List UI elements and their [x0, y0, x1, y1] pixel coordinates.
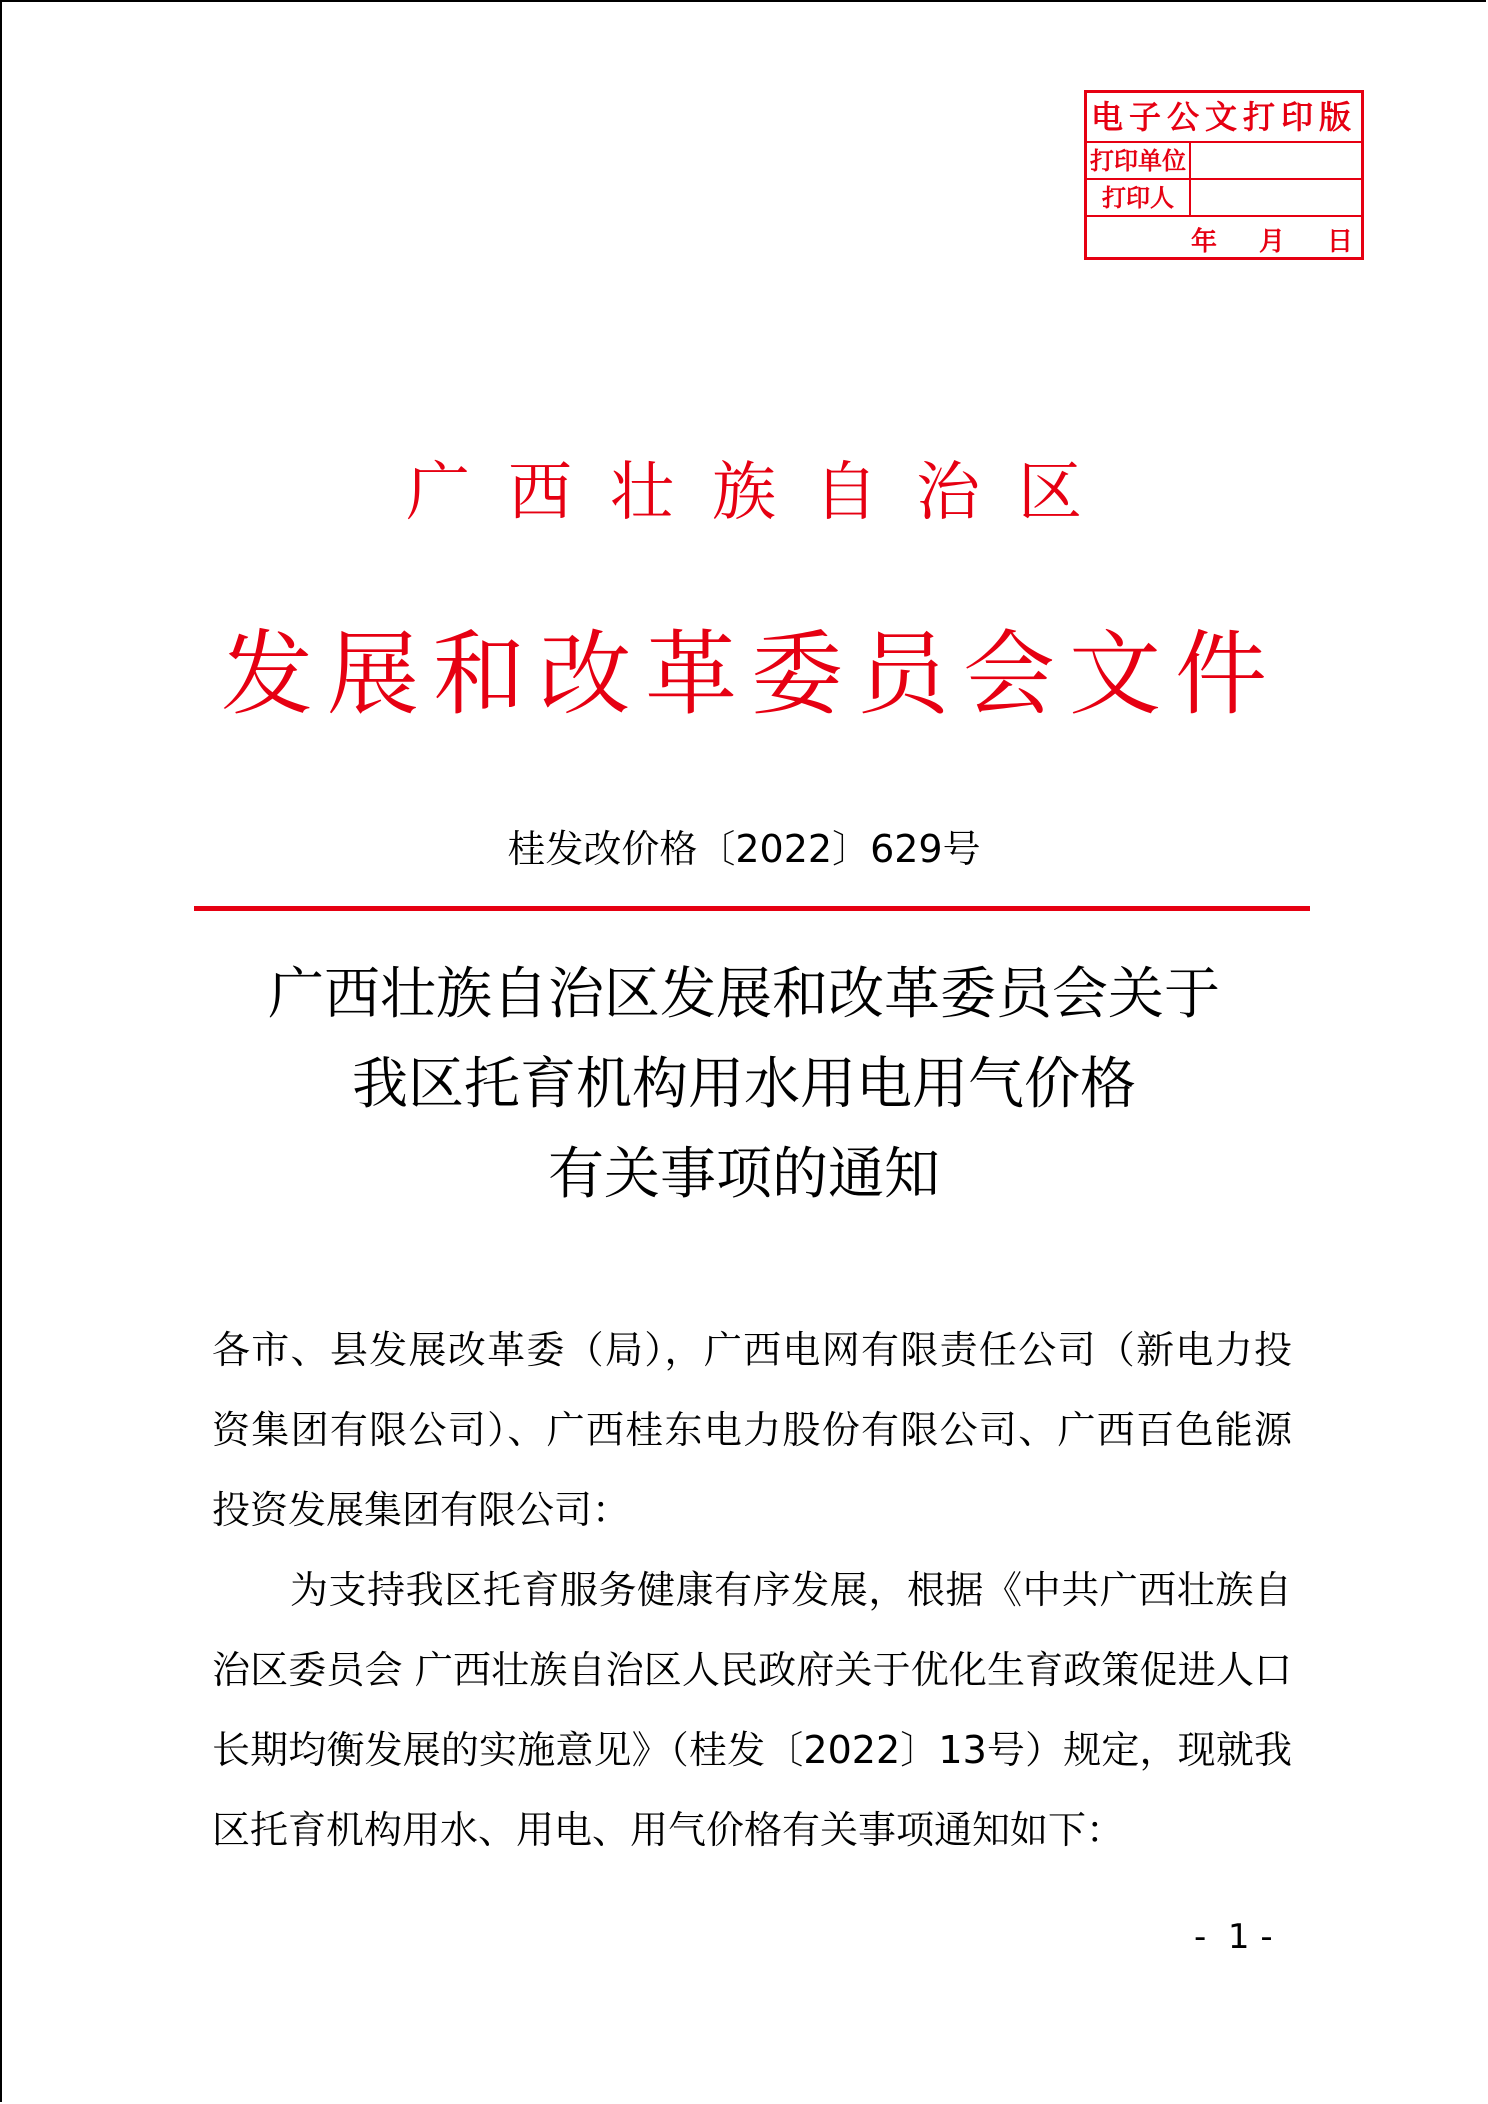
print-stamp	[1084, 90, 1364, 260]
stamp-person-row	[1087, 180, 1361, 217]
stamp-date	[1087, 217, 1361, 261]
stamp-title: 电子公文打印版	[1087, 93, 1361, 143]
document-title	[0, 950, 1488, 1220]
title-line-3: 有关事项的通知	[548, 1142, 940, 1207]
addressee-paragraph: 各市、县发展改革委（局），广西电网有限责任公司（新电力投资集团有限公司）、广西桂东电力股份有限公司、广西百色能源投资发展集团有限公司：	[212, 1328, 1292, 1532]
document-body	[212, 1310, 1292, 1870]
body-paragraph-1: 为支持我区托育服务健康有序发展，根据《中共广西壮族自治区委员会 广西壮族自治区人民政府关于优化生育政策促进人口长期均衡发展的实施意见》（桂发〔2022〕13号）规定，现就我区托育机构用水、用电、用气价格有关事项通知如下：	[212, 1568, 1292, 1852]
page-number: - 1 -	[1194, 1917, 1273, 1957]
stamp-person-label: 打印人	[1087, 180, 1191, 215]
stamp-year: 年	[1190, 226, 1217, 257]
document-number: 桂发改价格〔2022〕629号	[507, 827, 981, 871]
stamp-person-value	[1191, 180, 1361, 215]
stamp-day: 日	[1326, 226, 1353, 257]
issuing-org-line2: 发展和改革委员会文件	[220, 621, 1281, 728]
stamp-unit-row	[1087, 143, 1361, 180]
stamp-unit-label: 打印单位	[1087, 143, 1191, 178]
stamp-unit-value	[1191, 143, 1361, 178]
stamp-month: 月	[1258, 226, 1285, 257]
title-line-2: 我区托育机构用水用电用气价格	[352, 1052, 1136, 1117]
issuing-org-line1: 广西壮族自治区	[406, 456, 1120, 530]
title-line-1: 广西壮族自治区发展和改革委员会关于	[268, 962, 1220, 1027]
red-divider	[194, 906, 1310, 911]
